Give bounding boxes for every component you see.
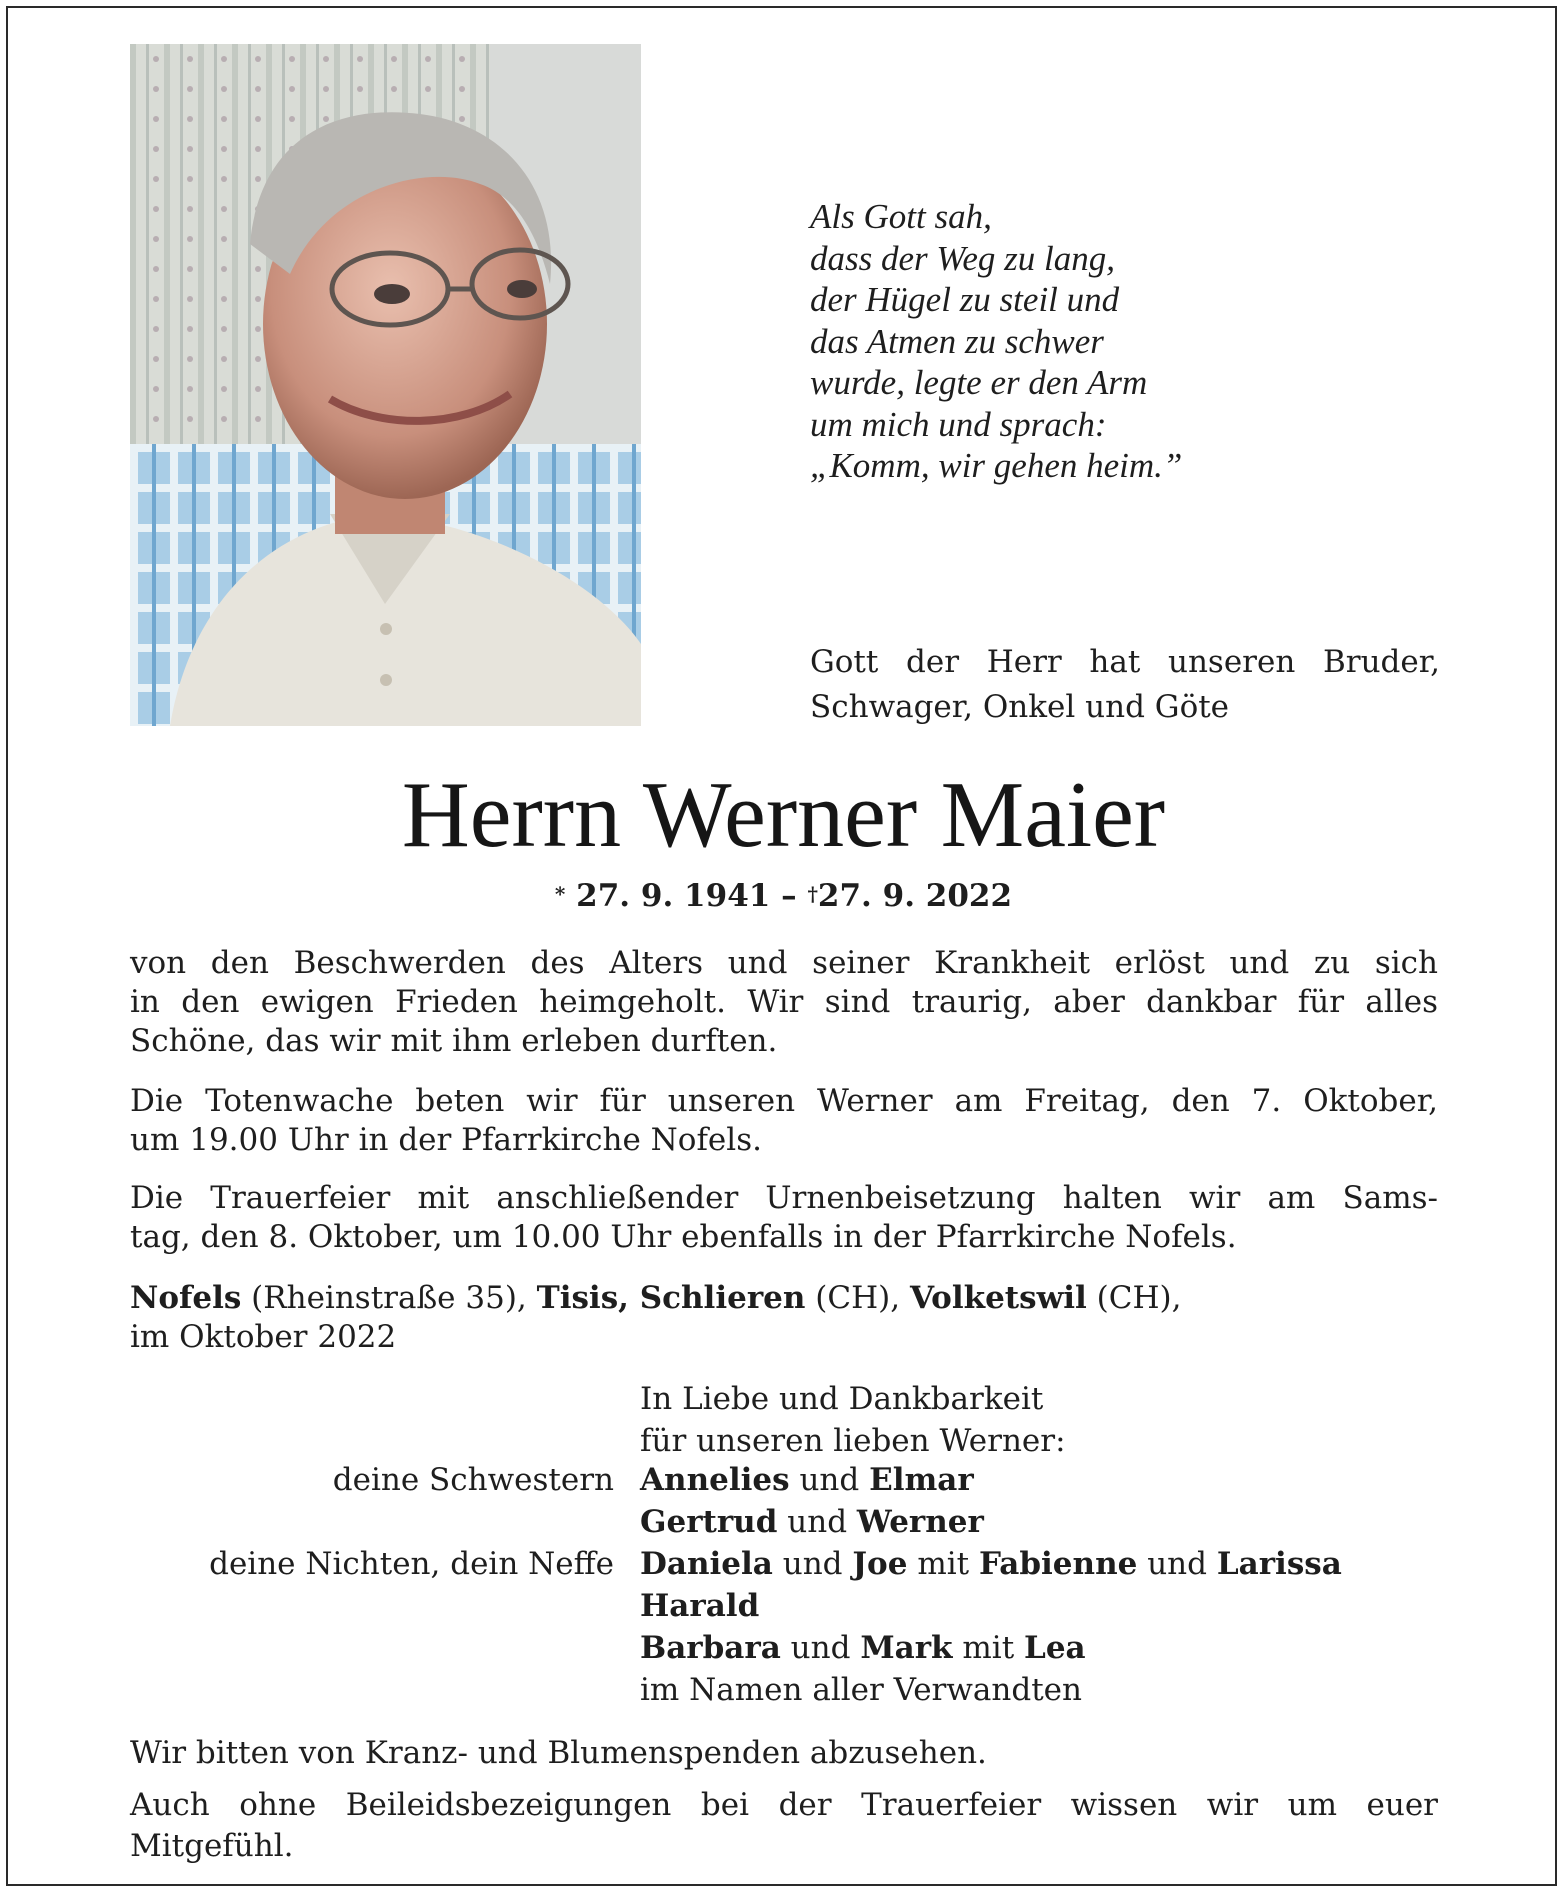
poem-line: der Hügel zu steil und	[810, 280, 1120, 319]
poem-line: um mich und sprach:	[810, 404, 1107, 444]
poem-line: wurde, legte er den Arm	[810, 363, 1148, 402]
portrait-photo	[130, 44, 641, 726]
paragraph-line: in den ewigen Frieden heimgeholt. Wir sind traurig, aber dankbar für alles	[130, 984, 1438, 1020]
places-line	[130, 1279, 1438, 1357]
family-member: Harald	[640, 1588, 760, 1624]
closing-line: Mitgefühl.	[130, 1828, 294, 1864]
closing-line: Auch ohne Beileidsbezeigungen bei der Trauerfeier wissen wir um euer	[130, 1787, 1438, 1823]
paragraph-line: Die Trauerfeier mit anschließender Urnenbeisetzung halten wir am Sams-	[130, 1180, 1438, 1216]
conjunction: mit	[962, 1630, 1015, 1666]
funeral-paragraph	[130, 1179, 1438, 1257]
family-member: Werner	[856, 1504, 984, 1540]
life-dates	[0, 876, 1567, 916]
conjunction: und	[782, 1546, 843, 1582]
conjunction: und	[787, 1504, 848, 1540]
family-member: Annelies	[640, 1462, 790, 1498]
poem	[810, 196, 1182, 487]
family-member: Joe	[852, 1546, 908, 1582]
conjunction: und	[799, 1462, 860, 1498]
family-member: Daniela	[640, 1546, 773, 1582]
family-member: Mark	[860, 1630, 953, 1666]
intro-line: Schwager, Onkel und Göte	[810, 689, 1230, 725]
conjunction: und	[1147, 1546, 1207, 1582]
death-symbol: †	[807, 882, 818, 906]
poem-line: dass der Weg zu lang,	[810, 238, 1115, 278]
paragraph-line: um 19.00 Uhr in der Pfarrkirche Nofels.	[130, 1122, 762, 1158]
paragraph-line: tag, den 8. Oktober, um 10.00 Uhr ebenfalls in der Pfarrkirche Nofels.	[130, 1219, 1237, 1255]
family-heading: In Liebe und Dankbarkeit	[640, 1381, 1044, 1417]
conjunction: und	[790, 1630, 851, 1666]
death-date: 27. 9. 2022	[817, 878, 1013, 914]
family-member: Fabienne	[978, 1546, 1138, 1582]
place-country: (CH),	[805, 1280, 910, 1316]
birth-symbol: *	[554, 882, 566, 906]
body-paragraph	[130, 944, 1438, 1061]
family-heading: für unseren lieben Werner:	[640, 1423, 1066, 1459]
place-address: (Rheinstraße 35),	[241, 1280, 537, 1316]
poem-line: das Atmen zu schwer	[810, 321, 1104, 361]
intro-text	[810, 640, 1440, 730]
family-member: Larissa	[1216, 1546, 1342, 1582]
relation-label: deine Nichten, dein Neffe	[209, 1546, 614, 1582]
relatives-line: im Namen aller Verwandten	[640, 1672, 1082, 1708]
paragraph-line: Die Totenwache beten wir für unseren Werner am Freitag, den 7. Oktober,	[130, 1083, 1438, 1119]
notice-date: im Oktober 2022	[130, 1319, 397, 1355]
place-name: Volketswil	[909, 1280, 1087, 1316]
family-signatures	[130, 1378, 1450, 1711]
place-name: Nofels	[130, 1280, 242, 1316]
conjunction: mit	[917, 1546, 970, 1582]
family-member: Barbara	[640, 1630, 781, 1666]
deceased-name: Herrn Werner Maier	[401, 763, 1166, 867]
wake-paragraph	[130, 1082, 1438, 1160]
poem-line: Als Gott sah,	[810, 197, 992, 236]
family-member: Lea	[1024, 1630, 1086, 1666]
relation-label: deine Schwestern	[332, 1462, 614, 1498]
birth-date: 27. 9. 1941	[576, 878, 771, 914]
place-country: (CH),	[1086, 1280, 1182, 1316]
intro-line: Gott der Herr hat unseren Bruder,	[810, 644, 1440, 680]
condolence-note	[130, 1785, 1438, 1867]
poem-line: „Komm, wir gehen heim.”	[810, 446, 1183, 485]
paragraph-line: Schöne, das wir mit ihm erleben durften.	[130, 1023, 778, 1059]
family-member: Gertrud	[640, 1504, 778, 1540]
flower-request: Wir bitten von Kranz- und Blumenspenden abzusehen.	[130, 1735, 987, 1771]
paragraph-line: von den Beschwerden des Alters und seiner Krankheit erlöst und zu sich	[130, 945, 1438, 981]
date-separator: –	[781, 878, 797, 914]
place-name: Tisis, Schlieren	[536, 1280, 806, 1316]
family-member: Elmar	[869, 1462, 974, 1498]
